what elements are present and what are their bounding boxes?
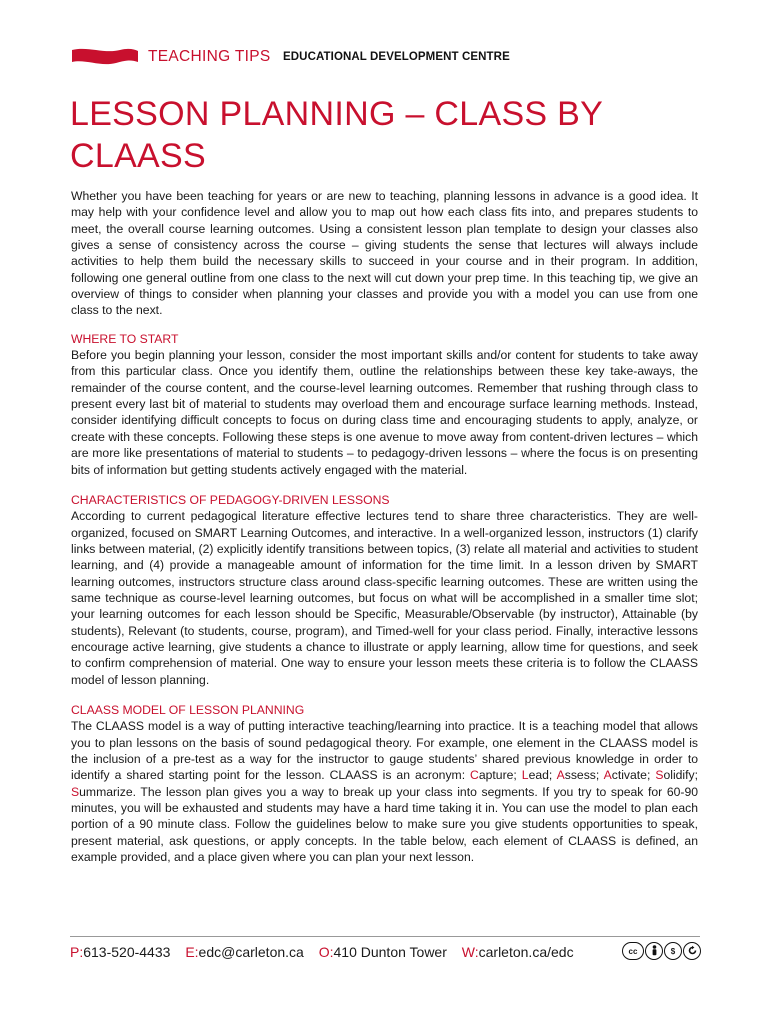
email-label: E: — [185, 944, 199, 960]
creative-commons-badge — [622, 942, 701, 960]
web-value[interactable]: carleton.ca/edc — [478, 944, 574, 960]
acronym-item — [71, 785, 136, 799]
web-label: W: — [461, 944, 479, 960]
phone-label: P: — [70, 944, 84, 960]
footer-email[interactable] — [185, 944, 304, 960]
footer-phone — [70, 944, 170, 960]
acronym-rest: apture; — [478, 768, 522, 783]
acronym-item — [655, 768, 698, 782]
section-body-characteristics: According to current pedagogical literature effective lectures tend to share three characteristics. They are well-organized, focused on SMART Learning Outcomes, and interactive. In a well-organized lesson, instructors (1) clarify links between material, (2) explicitly identify transitions between topics, (3) relate all material and activities to student learning, and (4) provide a manageable amount of information for the time limit. In a lesson driven by SMART learning outcomes, instructors structure class around class-specific learning outcomes. These are written using the same technique as course-level learning outcomes, but focus on what will be accomplished in a smaller time slot; your learning outcomes for each lesson should be Specific, Measurable/Observable (by instructor), Attainable (by students), Relevant (to students, course, program), and Timed-well for your class period. Finally, interactive lessons encourage active learning, give students a chance to illustrate or apply learning, allow time for questions, and seek to confirm comprehension of material. One way to ensure your lesson meets these criteria is to follow the CLAASS model of lesson planning. — [71, 509, 698, 687]
email-value[interactable]: edc@carleton.ca — [198, 944, 304, 960]
section-body-where: Before you begin planning your lesson, consider the most important skills and/or content for students to take away from this particular class. Once you identify them, outline the relationships between these key take-aways, the remainder of the course content, and the course-level learning outcomes. Remember that rushing through class to present every last bit of material to students may overload them and encourage surface learning methods. Instead, consider identifying difficult concepts to focus on during class time and encouraging students to apply, analyze, or create with these concepts. Following these steps is one avenue to move away from content-driven lectures – which are more like presentations of material to students – to pedagogy-driven lessons – where the focus is on presenting bits of information but getting students actively engaged with the material. — [71, 348, 698, 477]
header — [70, 44, 710, 70]
acronym-item — [604, 768, 656, 782]
office-label: O: — [318, 944, 334, 960]
cc-icon: cc — [622, 942, 644, 960]
acronym-rest: ead; — [528, 768, 557, 783]
footer-divider — [70, 936, 700, 937]
sa-icon — [683, 942, 701, 960]
acronym-rest: ctivate; — [611, 768, 656, 783]
banner-logo-icon — [70, 46, 140, 68]
acronym-letter: S — [71, 784, 80, 799]
footer-web[interactable] — [462, 944, 574, 960]
acronym-item — [470, 768, 522, 782]
acronym-item — [522, 768, 557, 782]
section-heading-characteristics: CHARACTERISTICS OF PEDAGOGY-DRIVEN LESSONS — [71, 492, 390, 507]
acronym-letter: L — [521, 768, 529, 783]
office-value: 410 Dunton Tower — [333, 944, 447, 960]
acronym-rest: olidify; — [663, 768, 698, 783]
acronym-item — [557, 768, 604, 782]
page-title: LESSON PLANNING – CLASS BY CLAASS — [70, 95, 603, 175]
acronym-rest: ummarize. — [79, 784, 137, 799]
footer-contact — [70, 944, 585, 960]
nc-icon: $ — [664, 942, 682, 960]
series-title: TEACHING TIPS — [148, 48, 271, 65]
acronym-letter: A — [556, 768, 565, 783]
acronym-letter: A — [603, 768, 612, 783]
claass-text-after: The lesson plan gives you a way to break up your class into segments. If you try to speak for 60-90 minutes, you will be exhausted and students may have a hard time taking it in. You can use the model to plan each portion of a 90 minute class. Follow the guidelines below to make sure you give students opportunities to speak, present material, ask questions, or apply concepts. In the table below, each element of CLAASS is defined, an example provided, and a place given where you can plan your next lesson. — [71, 784, 698, 865]
section-body-claass — [71, 718, 698, 865]
acronym-letter: S — [655, 768, 664, 783]
acronym-rest: ssess; — [564, 768, 604, 783]
acronym-letter: C — [470, 768, 479, 783]
document-body — [71, 188, 698, 865]
intro-paragraph: Whether you have been teaching for years or are new to teaching, planning lessons in advance is a good idea. It may help with your confidence level and allow you to map out how each class fits into, and prepares students to meet, the overall course learning outcomes. Using a consistent lesson plan template to design your classes also gives a sense of consistency across the course – giving students the sense that lectures will always include activities to help them build the necessary skills to succeed in your course and in their program. In addition, following one general outline from one class to the next will cut down your prep time. In this teaching tip, we give an overview of things to consider when planning your classes and provide you with a model you can use from one class to the next. — [71, 189, 698, 318]
section-heading-where: WHERE TO START — [71, 331, 179, 346]
claass-text-before: The CLAASS model is a way of putting interactive teaching/learning into practice. It is a teaching model that allows you to plan lessons on the basis of sound pedagogical theory. For example, one element in the CLAASS model is the inclusion of a pre-test as a way for the instructor to gauge students’ shared previous knowledge in order to identify a shared starting point for the lesson. CLAASS is an acronym: — [71, 719, 698, 783]
phone-value: 613-520-4433 — [83, 944, 171, 960]
by-icon — [645, 942, 663, 960]
unit-name: EDUCATIONAL DEVELOPMENT CENTRE — [283, 51, 510, 63]
section-heading-claass: CLAASS MODEL OF LESSON PLANNING — [71, 702, 305, 717]
footer-office — [319, 944, 447, 960]
